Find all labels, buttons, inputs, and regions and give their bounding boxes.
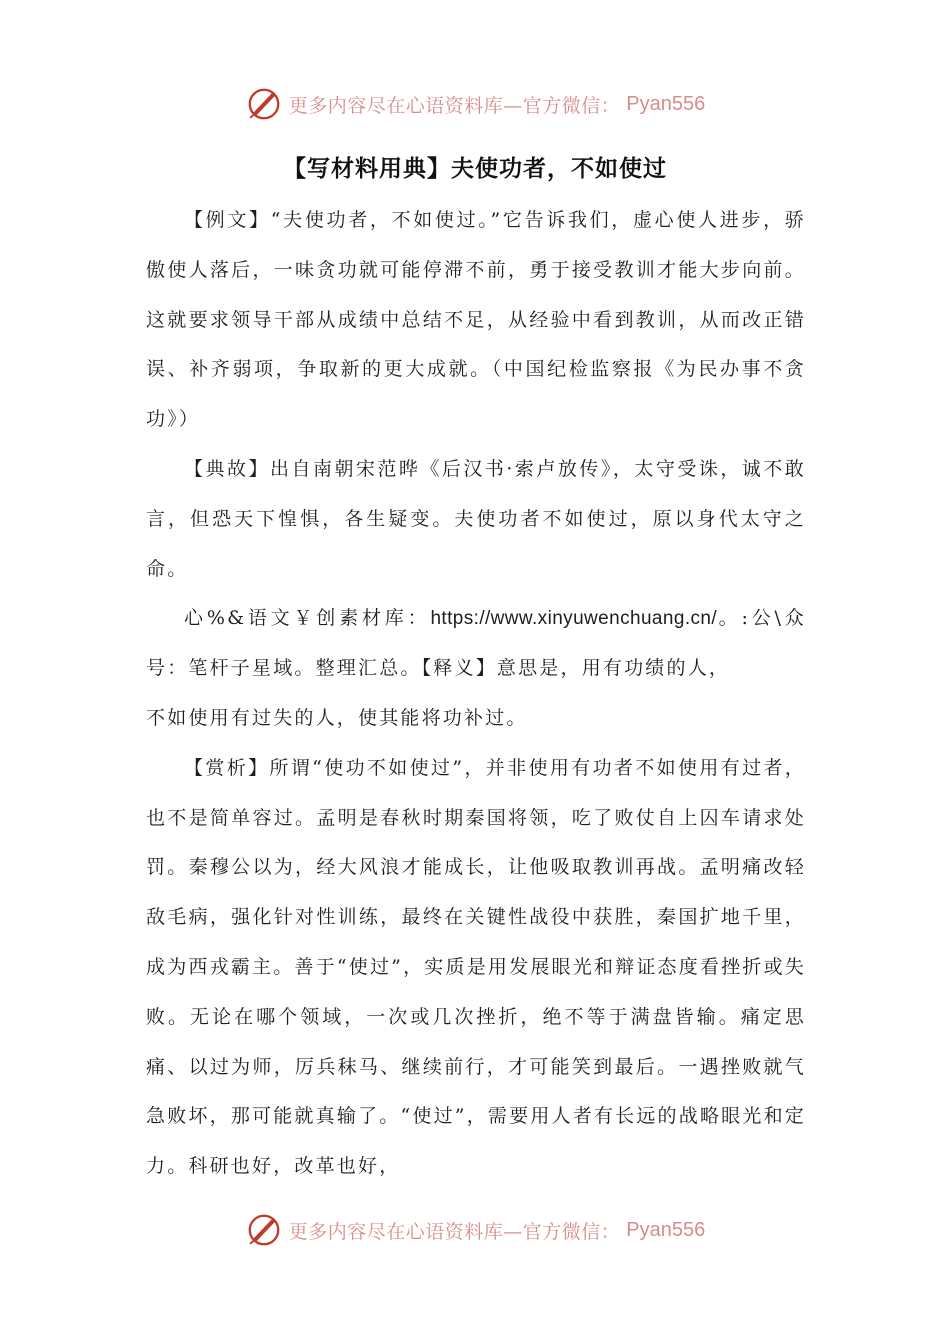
banner-text: 更多内容尽在心语资料库—官方微信： (288, 94, 621, 117)
article-body (146, 196, 806, 1192)
footer-banner (0, 1208, 950, 1252)
paragraph-example: 【例文】“夫使功者，不如使过。”它告诉我们，虚心使人进步，骄傲使人落后，一味贪功就可能停滞不前，勇于接受教训才能大步向前。这就要求领导干部从成绩中总结不足，从经验中看到教训，从而改正错误、补齐弱项，争取新的更大成就。（中国纪检监察报《为民办事不贪功》） (146, 209, 806, 431)
quill-logo-icon (245, 85, 283, 123)
paragraph-meaning-end: 不如使用有过失的人，使其能将功补过。 (146, 706, 528, 729)
page-title: 【写材料用典】夫使功者，不如使过 (283, 155, 667, 182)
banner-wechat-id: Pyan556 (626, 1218, 706, 1241)
paragraph-meaning (146, 594, 806, 694)
banner-text: 更多内容尽在心语资料库—官方微信： (288, 1220, 621, 1243)
quill-logo-icon (245, 1211, 283, 1249)
meaning-text: 。:公\众号：笔杆子星域。整理汇总。【释义】意思是，用有功绩的人， (146, 607, 806, 680)
header-banner (0, 82, 950, 126)
source-url: https://www.xinyuwenchuang.cn/ (430, 608, 718, 630)
banner-wechat-id: Pyan556 (626, 92, 706, 115)
meaning-prefix: 心%&语文￥创素材库： (184, 607, 431, 630)
paragraph-analysis: 【赏析】所谓“使功不如使过”，并非使用有功者不如使用有过者，也不是简单容过。孟明是春秋时期秦国将领，吃了败仗自上囚车请求处罚。秦穆公以为，经大风浪才能成长，让他吸取教训再战。孟明痛改轻敌毛病，强化针对性训练，最终在关键性战役中获胜，秦国扩地千里，成为西戎霸主。善于“使过”，实质是用发展眼光和辩证态度看挫折或失败。无论在哪个领域，一次或几次挫折，绝不等于满盘皆输。痛定思痛、以过为师，厉兵秣马、继续前行，才可能笑到最后。一遇挫败就气急败坏，那可能就真输了。“使过”，需要用人者有长远的战略眼光和定力。科研也好，改革也好， (146, 756, 806, 1178)
paragraph-source: 【典故】出自南朝宋范晔《后汉书·索卢放传》，太守受诛，诚不敢言，但恐天下惶惧，各生疑变。夫使功者不如使过，原以身代太守之命。 (146, 457, 806, 580)
